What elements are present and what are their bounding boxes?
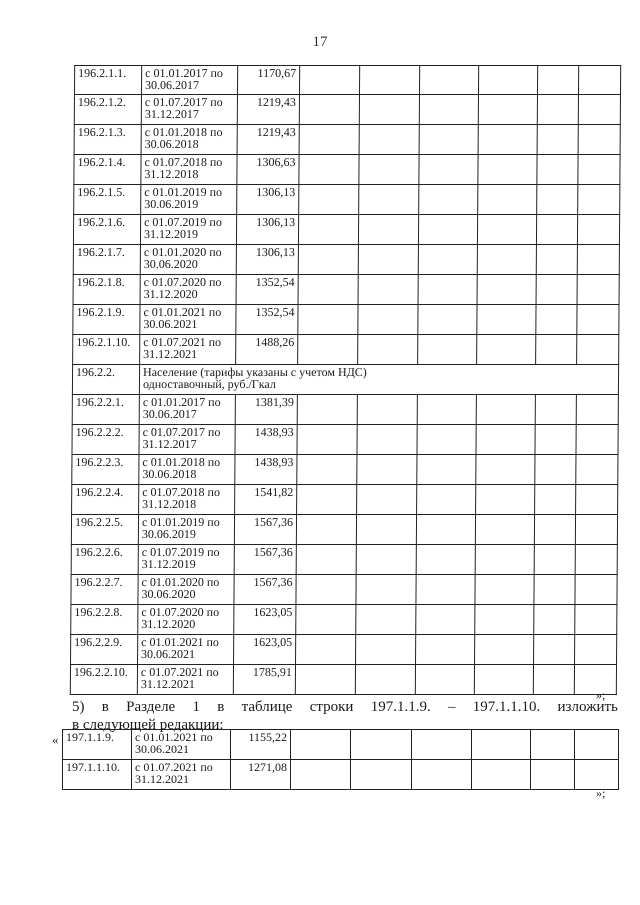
period-cell xyxy=(140,275,236,305)
empty-cell xyxy=(297,395,357,425)
empty-cell xyxy=(418,305,477,335)
empty-cell xyxy=(296,635,356,665)
period-cell xyxy=(139,485,235,515)
empty-cell xyxy=(476,455,535,485)
period-end: 30.06.2021 xyxy=(143,317,198,331)
empty-cell xyxy=(472,760,531,790)
period-cell xyxy=(141,95,237,125)
row-code: 196.2.2.10. xyxy=(70,665,137,695)
empty-cell xyxy=(299,155,359,185)
period-end: 31.12.2021 xyxy=(140,677,195,691)
empty-cell xyxy=(575,605,617,635)
empty-cell xyxy=(475,605,534,635)
period-cell xyxy=(141,125,237,155)
section-title xyxy=(139,365,618,395)
empty-cell xyxy=(578,66,620,95)
period-end: 30.06.2019 xyxy=(141,527,196,541)
empty-cell xyxy=(578,125,620,155)
table-row xyxy=(74,125,620,155)
tariff-value: 1438,93 xyxy=(235,425,297,455)
period-start: с 01.01.2019 по xyxy=(141,515,220,529)
empty-cell xyxy=(575,760,619,790)
empty-cell xyxy=(575,515,617,545)
tariff-value: 1623,05 xyxy=(234,635,296,665)
period-cell xyxy=(139,425,235,455)
tariff-value: 1306,13 xyxy=(236,215,298,245)
table-row xyxy=(71,605,617,635)
empty-cell xyxy=(416,575,475,605)
period-cell xyxy=(139,395,235,425)
empty-cell xyxy=(418,275,477,305)
period-cell xyxy=(140,215,236,245)
table-closing-mark: »; xyxy=(596,688,606,702)
empty-cell xyxy=(296,605,356,635)
empty-cell xyxy=(478,95,537,125)
empty-cell xyxy=(299,95,359,125)
period-start: с 01.01.2021 по xyxy=(141,635,219,649)
empty-cell xyxy=(476,425,535,455)
empty-cell xyxy=(351,730,412,760)
empty-cell xyxy=(472,730,531,760)
empty-cell xyxy=(416,635,475,665)
empty-cell xyxy=(357,425,417,455)
empty-cell xyxy=(577,215,619,245)
period-end: 31.12.2017 xyxy=(144,107,199,121)
period-end: 31.12.2019 xyxy=(141,557,196,571)
tariff-value: 1567,36 xyxy=(234,515,296,545)
empty-cell xyxy=(291,760,351,790)
period-cell xyxy=(138,635,234,665)
amendment-line-2: в следующей редакции: xyxy=(72,717,224,733)
empty-cell xyxy=(299,66,359,95)
empty-cell xyxy=(356,575,416,605)
amendment-word: Разделе xyxy=(126,699,176,715)
period-cell xyxy=(137,665,233,695)
empty-cell xyxy=(534,515,575,545)
tariff-value: 1155,22 xyxy=(231,730,291,760)
empty-cell xyxy=(415,665,474,695)
period-cell xyxy=(140,305,236,335)
empty-cell xyxy=(477,275,536,305)
row-code: 196.2.2.6. xyxy=(71,545,138,575)
empty-cell xyxy=(298,245,358,275)
tariff-value: 1219,43 xyxy=(237,95,299,125)
empty-cell xyxy=(351,760,412,790)
empty-cell xyxy=(356,515,416,545)
table-row xyxy=(63,760,619,790)
empty-cell xyxy=(476,395,535,425)
empty-cell xyxy=(356,605,416,635)
empty-cell xyxy=(477,215,536,245)
period-cell xyxy=(138,605,234,635)
row-code: 196.2.2.1. xyxy=(72,395,139,425)
empty-cell xyxy=(417,485,476,515)
empty-cell xyxy=(298,335,358,365)
empty-cell xyxy=(576,485,618,515)
empty-cell xyxy=(537,95,578,125)
row-code: 196.2.2.5. xyxy=(71,515,138,545)
empty-cell xyxy=(536,335,577,365)
period-cell xyxy=(140,245,236,275)
empty-cell xyxy=(416,515,475,545)
empty-cell xyxy=(299,185,359,215)
period-cell xyxy=(138,515,234,545)
period-start: с 01.07.2019 по xyxy=(141,545,220,559)
row-code: 196.2.1.8. xyxy=(73,275,140,305)
empty-cell xyxy=(355,665,415,695)
amendment-line-1 xyxy=(72,698,618,716)
empty-cell xyxy=(416,605,475,635)
empty-cell xyxy=(356,545,416,575)
empty-cell xyxy=(477,245,536,275)
period-end: 30.06.2017 xyxy=(145,78,200,92)
table-row xyxy=(74,95,620,125)
empty-cell xyxy=(534,635,575,665)
amendment-word: 1 xyxy=(192,699,200,715)
tariff-value: 1381,39 xyxy=(235,395,297,425)
period-end: 31.12.2018 xyxy=(144,167,199,181)
period-end: 30.06.2020 xyxy=(141,587,196,601)
section-title-line-1: Население (тарифы указаны с учетом НДС) xyxy=(143,365,367,379)
row-code: 197.1.1.9. xyxy=(63,730,132,760)
tariff-value: 1438,93 xyxy=(235,455,297,485)
period-start: с 01.01.2017 по xyxy=(145,66,223,80)
empty-cell xyxy=(477,335,536,365)
row-code: 196.2.2.8. xyxy=(71,605,138,635)
empty-cell xyxy=(412,730,472,760)
table-row xyxy=(73,305,619,335)
empty-cell xyxy=(477,305,536,335)
table-row xyxy=(74,155,620,185)
period-end: 30.06.2017 xyxy=(142,407,197,421)
period-cell xyxy=(132,760,231,790)
amendment-word: – xyxy=(447,699,456,715)
period-start: с 01.07.2020 по xyxy=(141,605,220,619)
empty-cell xyxy=(359,66,419,95)
empty-cell xyxy=(419,155,478,185)
period-end: 31.12.2017 xyxy=(142,437,197,451)
amendment-word: в xyxy=(101,699,109,715)
period-start: с 01.01.2019 по xyxy=(144,185,223,199)
table-row xyxy=(74,185,620,215)
row-code: 196.2.2.2. xyxy=(72,425,139,455)
period-start: с 01.01.2020 по xyxy=(143,245,222,259)
empty-cell xyxy=(536,215,577,245)
section-row xyxy=(72,365,618,395)
table-row xyxy=(72,425,618,455)
empty-cell xyxy=(575,575,617,605)
tariff-value: 1219,43 xyxy=(237,125,299,155)
empty-cell xyxy=(295,665,355,695)
table-row xyxy=(72,455,618,485)
period-cell xyxy=(139,455,235,485)
empty-cell xyxy=(531,760,575,790)
empty-cell xyxy=(417,455,476,485)
period-cell xyxy=(138,575,234,605)
empty-cell xyxy=(358,245,418,275)
empty-cell xyxy=(478,185,537,215)
period-start: с 01.07.2021 по xyxy=(143,335,222,349)
period-end: 30.06.2021 xyxy=(141,647,196,661)
empty-cell xyxy=(576,425,618,455)
period-start: с 01.01.2020 по xyxy=(141,575,220,589)
empty-cell xyxy=(536,275,577,305)
tariff-value: 1623,05 xyxy=(234,605,296,635)
empty-cell xyxy=(358,215,418,245)
row-code: 196.2.1.2. xyxy=(74,95,141,125)
empty-cell xyxy=(534,605,575,635)
tariff-value: 1306,13 xyxy=(236,245,298,275)
period-cell xyxy=(141,185,237,215)
period-end: 30.06.2018 xyxy=(142,467,197,481)
empty-cell xyxy=(577,335,619,365)
opening-mark: « xyxy=(52,732,59,747)
period-start: с 01.01.2018 по xyxy=(142,455,221,469)
row-code: 196.2.1.9. xyxy=(73,305,140,335)
period-start: с 01.01.2021 по xyxy=(135,730,213,744)
empty-cell xyxy=(299,125,359,155)
empty-cell xyxy=(534,545,575,575)
empty-cell xyxy=(475,635,534,665)
table-row xyxy=(73,245,619,275)
table-row xyxy=(74,66,620,95)
empty-cell xyxy=(416,545,475,575)
table-row xyxy=(71,635,617,665)
empty-cell xyxy=(537,185,578,215)
tariff-value: 1785,91 xyxy=(233,665,295,695)
empty-cell xyxy=(357,485,417,515)
table-row xyxy=(72,395,618,425)
empty-cell xyxy=(418,245,477,275)
row-code: 196.2.1.1. xyxy=(74,66,141,95)
row-code: 196.2.1.6. xyxy=(73,215,140,245)
row-code: 196.2.1.5. xyxy=(74,185,141,215)
period-start: с 01.01.2021 по xyxy=(143,305,222,319)
period-start: с 01.07.2018 по xyxy=(144,155,223,169)
empty-cell xyxy=(359,185,419,215)
empty-cell xyxy=(419,125,478,155)
period-start: с 01.01.2017 по xyxy=(142,395,221,409)
empty-cell xyxy=(356,635,416,665)
amendment-word: изложить xyxy=(557,699,618,715)
empty-cell xyxy=(577,305,619,335)
table-row xyxy=(73,335,619,365)
empty-cell xyxy=(531,730,575,760)
empty-cell xyxy=(478,125,537,155)
period-end: 31.12.2021 xyxy=(143,347,198,361)
empty-cell xyxy=(412,760,472,790)
empty-cell xyxy=(476,485,535,515)
amendment-word: в xyxy=(217,699,225,715)
table-row xyxy=(71,545,617,575)
empty-cell xyxy=(536,305,577,335)
table-row xyxy=(73,275,619,305)
period-start: с 01.01.2018 по xyxy=(144,125,223,139)
empty-cell xyxy=(536,245,577,275)
empty-cell xyxy=(297,455,357,485)
empty-cell xyxy=(537,125,578,155)
period-end: 31.12.2019 xyxy=(143,227,199,241)
section-title-line-2: одноставочный, руб./Гкал xyxy=(142,377,276,391)
period-end: 31.12.2020 xyxy=(143,287,198,301)
empty-cell xyxy=(578,155,620,185)
table-row xyxy=(72,485,618,515)
row-code: 196.2.2.7. xyxy=(71,575,138,605)
period-end: 30.06.2021 xyxy=(135,742,189,756)
period-start: с 01.07.2017 по xyxy=(142,425,221,439)
table-row xyxy=(73,215,619,245)
empty-cell xyxy=(297,485,357,515)
period-cell xyxy=(138,545,234,575)
row-code: 196.2.1.3. xyxy=(74,125,141,155)
empty-cell xyxy=(296,515,356,545)
empty-cell xyxy=(578,185,620,215)
tariff-value: 1567,36 xyxy=(234,545,296,575)
period-end: 31.12.2020 xyxy=(141,617,196,631)
page-number: 17 xyxy=(312,34,328,50)
empty-cell xyxy=(534,575,575,605)
tariff-value: 1352,54 xyxy=(236,305,298,335)
period-start: с 01.07.2021 по xyxy=(135,760,213,774)
replacement-table xyxy=(62,729,619,790)
empty-cell xyxy=(357,395,417,425)
empty-cell xyxy=(537,66,578,95)
empty-cell xyxy=(535,395,576,425)
period-start: с 01.07.2019 по xyxy=(144,215,222,229)
period-cell xyxy=(140,335,236,365)
period-end: 30.06.2018 xyxy=(144,137,199,151)
period-cell xyxy=(132,730,231,760)
empty-cell xyxy=(478,66,537,95)
empty-cell xyxy=(578,95,620,125)
amendment-word: 197.1.1.9. xyxy=(370,699,431,715)
table-row xyxy=(63,730,619,760)
empty-cell xyxy=(474,665,533,695)
empty-cell xyxy=(358,305,418,335)
empty-cell xyxy=(419,185,478,215)
tariff-value: 1488,26 xyxy=(236,335,298,365)
period-cell xyxy=(141,66,237,95)
table-row xyxy=(70,665,616,695)
empty-cell xyxy=(575,635,617,665)
table-row xyxy=(71,515,617,545)
row-code: 197.1.1.10. xyxy=(63,760,132,790)
tariff-value: 1306,63 xyxy=(237,155,299,185)
period-end: 30.06.2019 xyxy=(144,197,199,211)
row-code: 196.2.2.9. xyxy=(71,635,138,665)
empty-cell xyxy=(576,455,618,485)
empty-cell xyxy=(418,215,477,245)
amendment-word: строки xyxy=(309,699,354,715)
empty-cell xyxy=(419,95,478,125)
period-cell xyxy=(141,155,237,185)
empty-cell xyxy=(419,66,478,95)
empty-cell xyxy=(358,275,418,305)
row-code: 196.2.1.7. xyxy=(73,245,140,275)
empty-cell xyxy=(533,665,574,695)
empty-cell xyxy=(475,575,534,605)
row-code: 196.2.1.4. xyxy=(74,155,141,185)
empty-cell xyxy=(535,425,576,455)
period-start: с 01.07.2017 по xyxy=(144,95,223,109)
tariff-table xyxy=(70,65,621,695)
empty-cell xyxy=(291,730,351,760)
period-end: 31.12.2021 xyxy=(135,772,189,786)
empty-cell xyxy=(478,155,537,185)
period-start: с 01.07.2021 по xyxy=(140,665,219,679)
tariff-value: 1541,82 xyxy=(235,485,297,515)
tariff-value: 1170,67 xyxy=(237,66,299,95)
empty-cell xyxy=(417,425,476,455)
amendment-word: таблице xyxy=(241,699,293,715)
empty-cell xyxy=(535,455,576,485)
table-row xyxy=(71,575,617,605)
amendment-word: 5) xyxy=(72,699,85,715)
empty-cell xyxy=(576,395,618,425)
section-code: 196.2.2. xyxy=(72,365,139,395)
empty-cell xyxy=(577,275,619,305)
tariff-value: 1271,08 xyxy=(231,760,291,790)
empty-cell xyxy=(475,545,534,575)
empty-cell xyxy=(298,215,358,245)
empty-cell xyxy=(575,730,619,760)
empty-cell xyxy=(296,545,356,575)
empty-cell xyxy=(475,515,534,545)
empty-cell xyxy=(418,335,477,365)
amendment-word: 197.1.1.10. xyxy=(472,699,541,715)
tariff-value: 1567,36 xyxy=(234,575,296,605)
row-code: 196.2.2.4. xyxy=(72,485,139,515)
empty-cell xyxy=(357,455,417,485)
row-code: 196.2.2.3. xyxy=(72,455,139,485)
empty-cell xyxy=(359,155,419,185)
period-end: 31.12.2018 xyxy=(142,497,197,511)
empty-cell xyxy=(298,305,358,335)
empty-cell xyxy=(535,485,576,515)
empty-cell xyxy=(359,95,419,125)
tariff-value: 1352,54 xyxy=(236,275,298,305)
period-start: с 01.07.2020 по xyxy=(143,275,222,289)
empty-cell xyxy=(577,245,619,275)
bottom-closing-mark: »; xyxy=(596,786,606,800)
period-end: 30.06.2020 xyxy=(143,257,198,271)
period-start: с 01.07.2018 по xyxy=(142,485,221,499)
empty-cell xyxy=(358,335,418,365)
empty-cell xyxy=(296,575,356,605)
empty-cell xyxy=(297,425,357,455)
empty-cell xyxy=(537,155,578,185)
tariff-value: 1306,13 xyxy=(237,185,299,215)
row-code: 196.2.1.10. xyxy=(73,335,140,365)
empty-cell xyxy=(359,125,419,155)
empty-cell xyxy=(575,545,617,575)
empty-cell xyxy=(298,275,358,305)
empty-cell xyxy=(417,395,476,425)
